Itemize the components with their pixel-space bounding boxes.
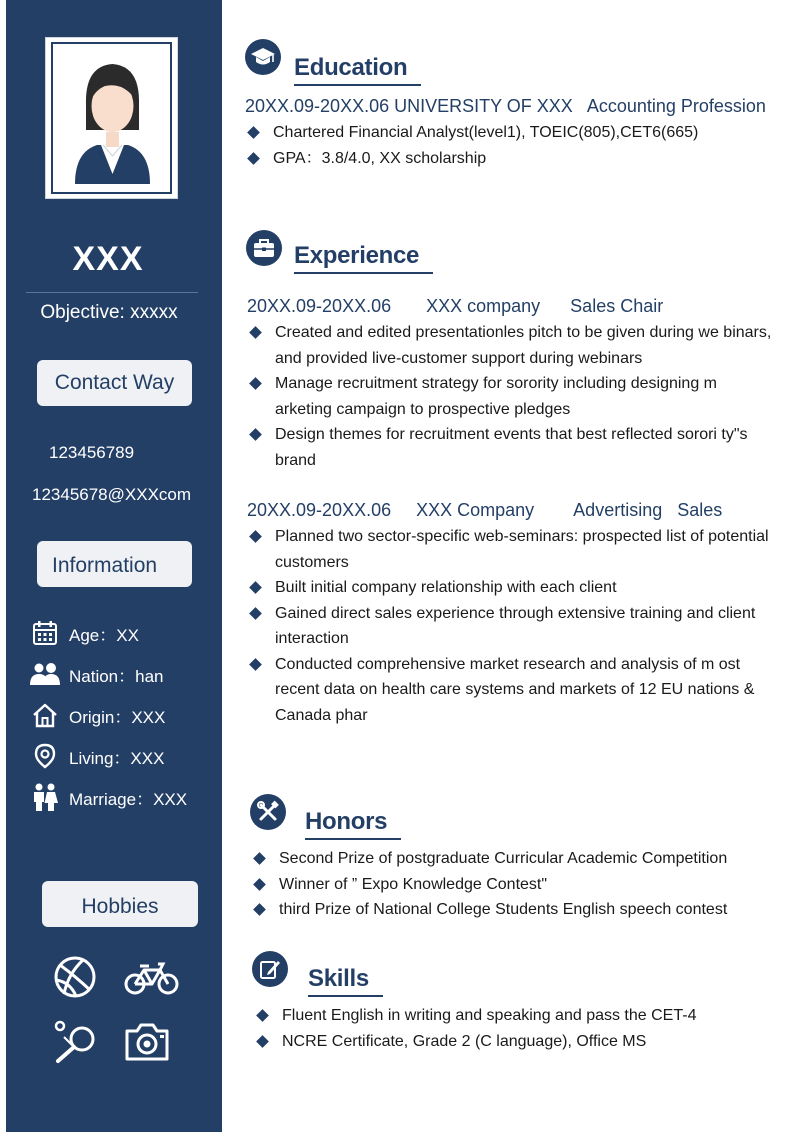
info-nation xyxy=(30,659,164,689)
experience-title: Experience xyxy=(294,242,433,274)
job-2-list xyxy=(247,524,777,728)
camera-icon xyxy=(122,1017,178,1067)
basketball-icon xyxy=(50,952,106,1002)
information-heading: Information xyxy=(37,541,192,587)
info-age xyxy=(30,618,139,648)
list-item: Second Prize of postgraduate Curricular Academic Competition xyxy=(251,846,791,872)
badminton-icon xyxy=(50,1017,106,1067)
candidate-name: XXX xyxy=(72,240,144,278)
info-marriage xyxy=(30,782,187,812)
list-item: Planned two sector-specific web-seminars: prospected list of potential customers xyxy=(247,524,777,575)
sidebar-divider xyxy=(26,292,198,293)
skills-list xyxy=(254,1003,794,1054)
hobbies-heading: Hobbies xyxy=(42,881,198,927)
list-item: Built initial company relationship with each client xyxy=(247,575,777,601)
edit-icon xyxy=(252,951,288,987)
profile-photo xyxy=(45,37,178,199)
info-age-text: Age：XX xyxy=(69,625,139,645)
info-living-text: Living：XXX xyxy=(69,748,165,768)
job-2-headline: 20XX.09-20XX.06 XXX Company Advertising Sales xyxy=(247,500,723,520)
graduation-cap-icon xyxy=(245,39,281,75)
briefcase-icon xyxy=(246,230,282,266)
skills-title: Skills xyxy=(308,965,383,997)
contact-heading: Contact Way xyxy=(37,360,192,406)
info-origin-text: Origin：XXX xyxy=(69,707,166,727)
list-item: GPA：3.8/4.0, XX scholarship xyxy=(245,146,785,172)
list-item: third Prize of National College Students English speech contest xyxy=(251,897,791,923)
info-living xyxy=(30,741,164,771)
list-item: Chartered Financial Analyst(level1), TOEIC(805),CET6(665) xyxy=(245,120,785,146)
list-item: Manage recruitment strategy for sorority including designing m arketing campaign to prospective pledges xyxy=(247,371,777,422)
couple-icon xyxy=(30,782,60,812)
list-item: NCRE Certificate, Grade 2 (C language), Office MS xyxy=(254,1029,794,1055)
location-icon xyxy=(30,741,60,771)
list-item: Winner of ” Expo Knowledge Contest" xyxy=(251,872,791,898)
education-headline: 20XX.09-20XX.06 UNIVERSITY OF XXX Accounting Profession xyxy=(245,96,766,116)
list-item: Gained direct sales experience through extensive training and client interaction xyxy=(247,601,777,652)
education-list xyxy=(245,120,785,171)
avatar xyxy=(53,44,172,194)
honors-title: Honors xyxy=(305,808,401,840)
info-marriage-text: Marriage：XXX xyxy=(69,789,188,809)
list-item: Fluent English in writing and speaking and pass the CET-4 xyxy=(254,1003,794,1029)
bicycle-icon xyxy=(122,952,182,1002)
list-item: Conducted comprehensive market research and analysis of m ost recent data on health care systems and markets of 12 EU nations & Canada phar xyxy=(247,652,777,729)
home-icon xyxy=(30,700,60,730)
education-title: Education xyxy=(294,54,421,86)
tools-icon xyxy=(250,794,286,830)
list-item: Design themes for recruitment events that best reflected sorori ty"s brand xyxy=(247,422,777,473)
info-nation-text: Nation：han xyxy=(69,666,164,686)
objective-text: Objective: xxxxx xyxy=(40,302,178,323)
info-origin xyxy=(30,700,165,730)
list-item: Created and edited presentationles pitch to be given during we binars, and provided live-customer support during webinars xyxy=(247,320,777,371)
people-icon xyxy=(30,659,60,689)
sidebar xyxy=(6,0,222,1132)
phone-number: 123456789 xyxy=(49,443,135,462)
honors-list xyxy=(251,846,791,923)
email-address: 12345678@XXXcom xyxy=(32,485,192,504)
calendar-icon xyxy=(30,618,60,648)
job-1-list xyxy=(247,320,777,473)
job-1-headline: 20XX.09-20XX.06 XXX company Sales Chair xyxy=(247,296,664,316)
